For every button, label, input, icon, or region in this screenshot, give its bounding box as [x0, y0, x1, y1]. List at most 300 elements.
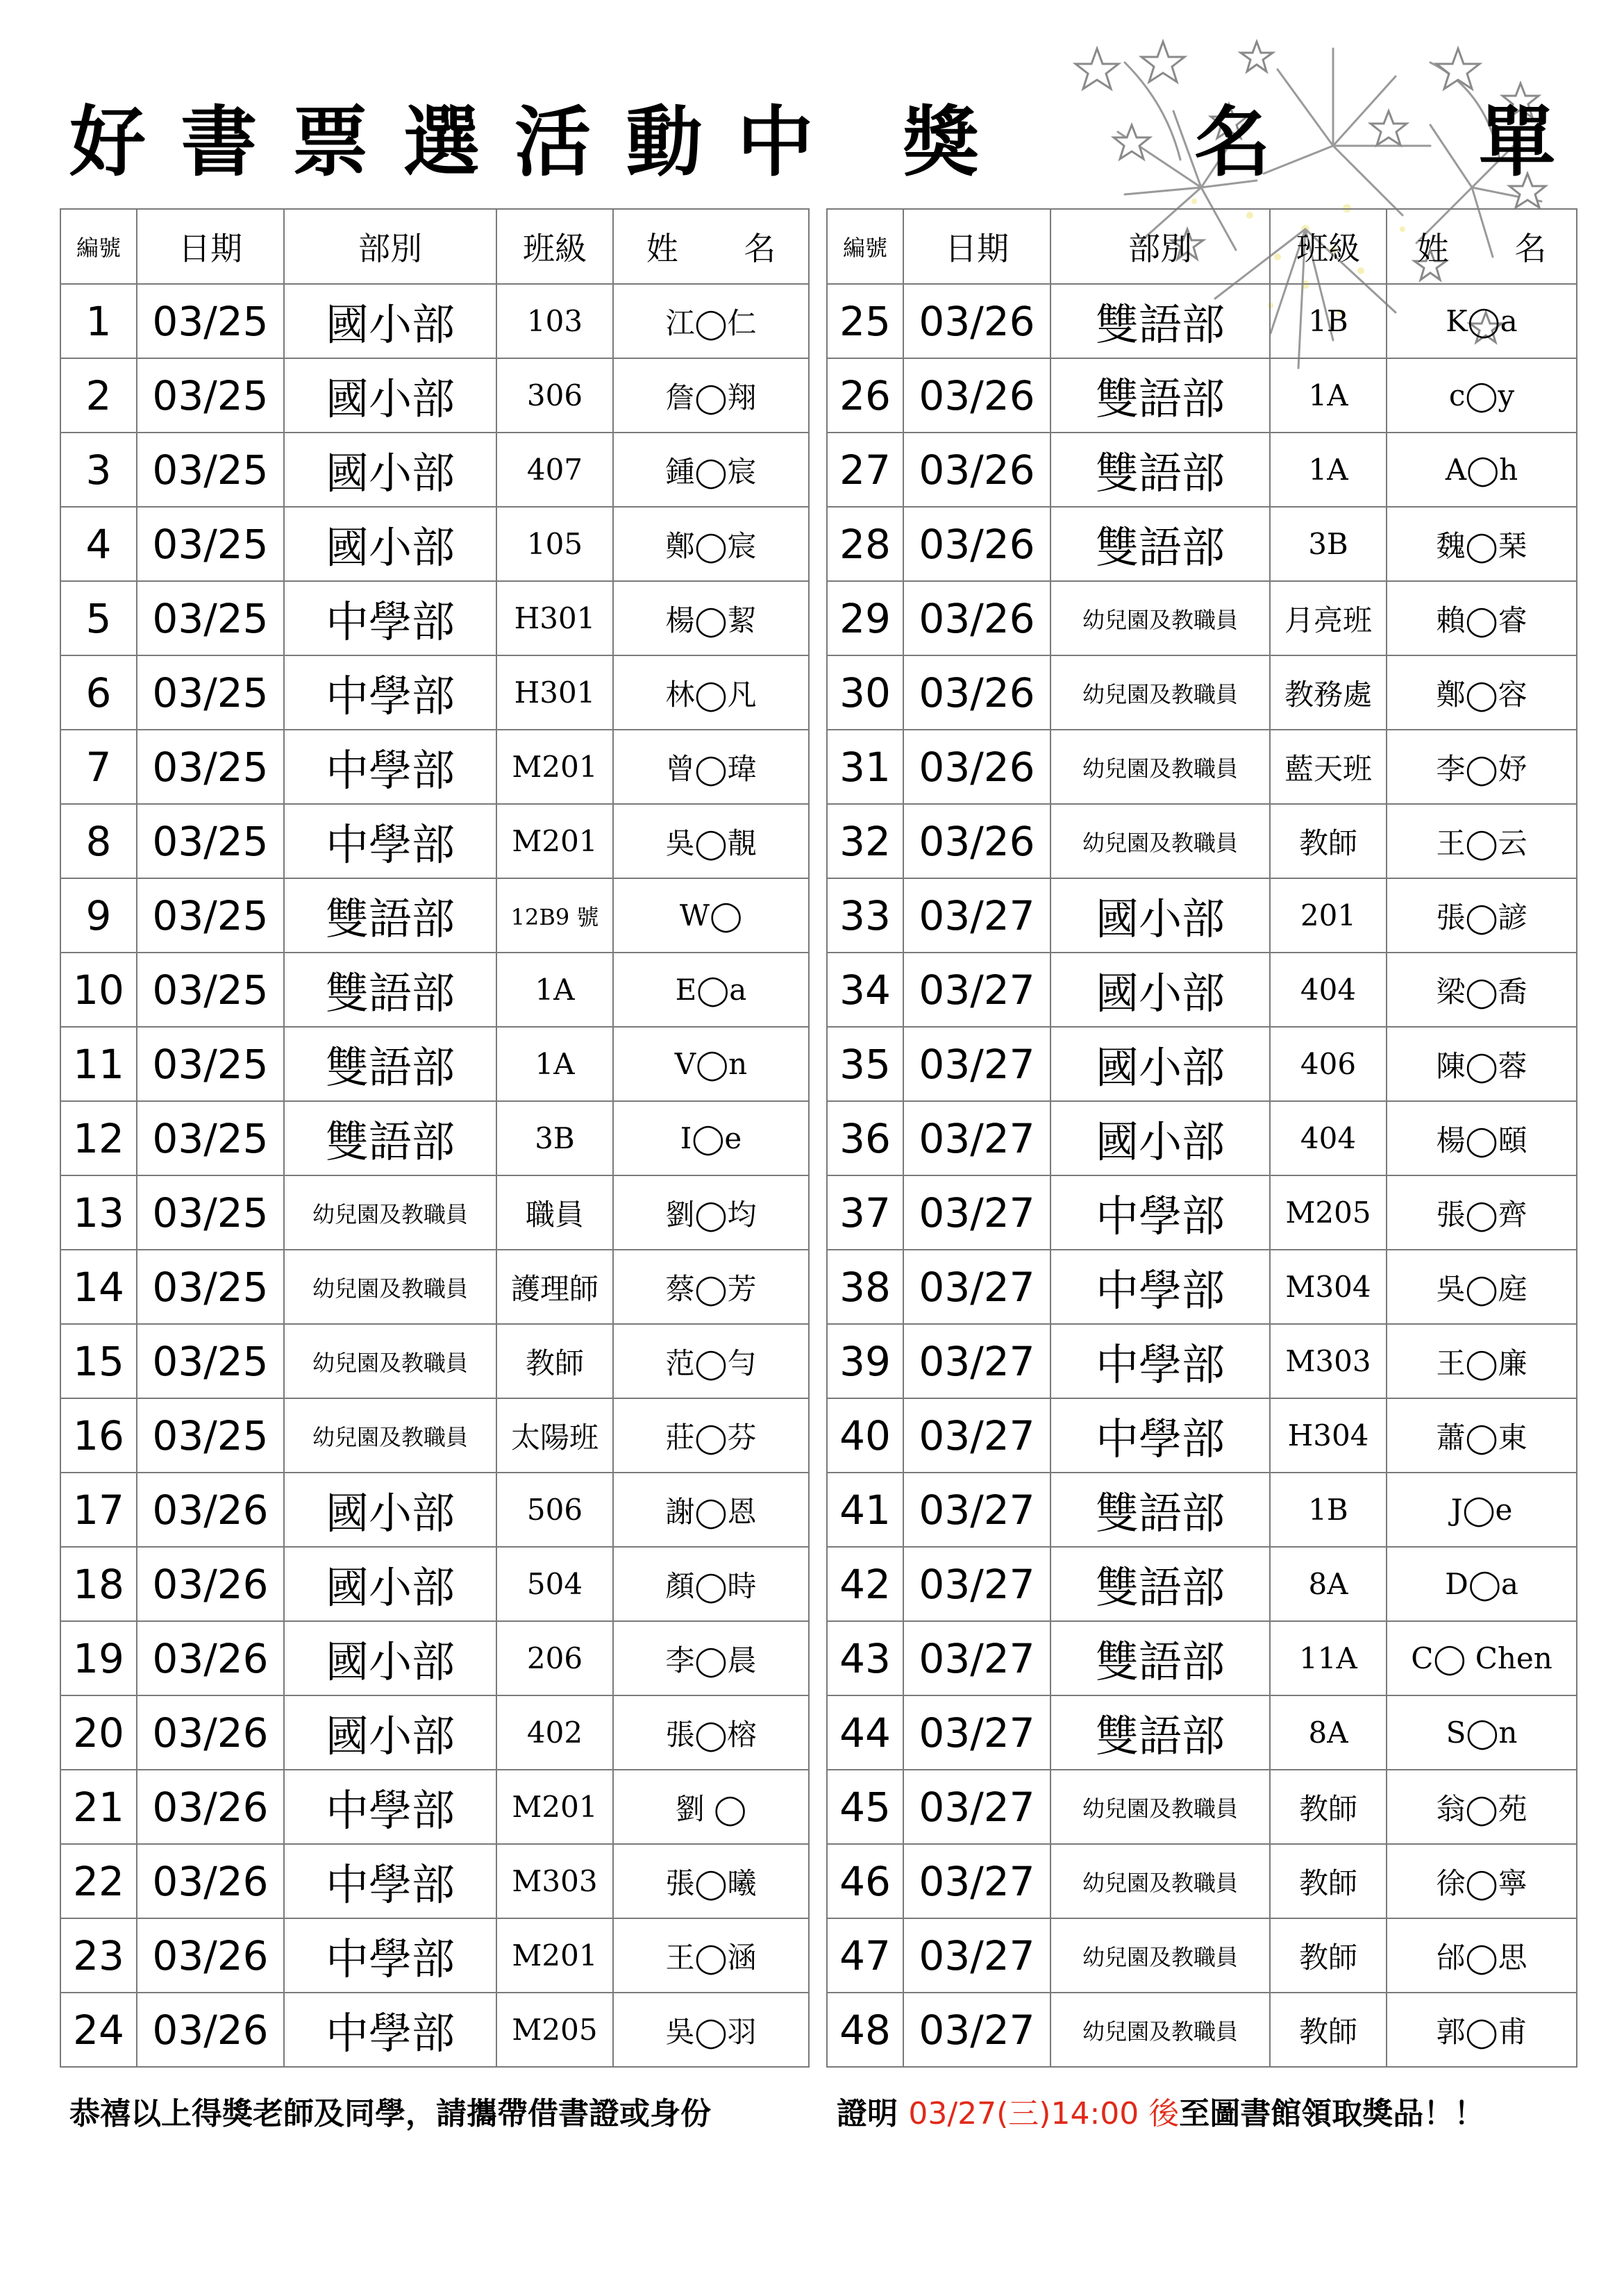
cell-dept: 國小部: [1050, 953, 1270, 1027]
cell-dept: 幼兒園及教職員: [284, 1250, 496, 1324]
cell-no: 38: [827, 1250, 903, 1324]
cell-date: 03/25: [137, 1027, 284, 1101]
cell-class: H301: [496, 655, 613, 730]
table-row: [60, 1101, 809, 1175]
cell-no: 23: [60, 1918, 137, 1993]
cell-date: 03/25: [137, 581, 284, 655]
cell-class: 教務處: [1270, 655, 1387, 730]
cell-no: 32: [827, 804, 903, 878]
header-date: 日期: [137, 209, 284, 284]
cell-class: 504: [496, 1547, 613, 1621]
cell-no: 26: [827, 358, 903, 433]
cell-class: 105: [496, 507, 613, 581]
table-row: [60, 1175, 809, 1250]
title-char-name: 名: [1194, 98, 1275, 187]
cell-class: 402: [496, 1695, 613, 1770]
cell-class: 404: [1270, 953, 1387, 1027]
cell-class: 護理師: [496, 1250, 613, 1324]
table-row: [60, 1844, 809, 1918]
cell-no: 41: [827, 1473, 903, 1547]
cell-dept: 國小部: [1050, 878, 1270, 953]
cell-class: 12B9 號: [496, 878, 613, 953]
cell-name: 張◯曦: [613, 1844, 809, 1918]
table-row: [827, 1101, 1577, 1175]
table-row: [827, 1398, 1577, 1473]
cell-no: 9: [60, 878, 137, 953]
footer-highlight-date: 03/27(三)14:00 後: [908, 2096, 1180, 2131]
table-row: [827, 507, 1577, 581]
cell-date: 03/26: [137, 1473, 284, 1547]
cell-no: 15: [60, 1324, 137, 1398]
table-row: [60, 1547, 809, 1621]
cell-no: 45: [827, 1770, 903, 1844]
cell-no: 29: [827, 581, 903, 655]
table-row: [827, 1473, 1577, 1547]
table-row: [827, 804, 1577, 878]
cell-name: 陳◯蓉: [1387, 1027, 1577, 1101]
table-row: [60, 655, 809, 730]
cell-dept: 國小部: [284, 1547, 496, 1621]
cell-class: 1B: [1270, 284, 1387, 358]
cell-dept: 幼兒園及教職員: [1050, 1844, 1270, 1918]
cell-class: 月亮班: [1270, 581, 1387, 655]
table-row: [827, 1621, 1577, 1695]
cell-name: D◯a: [1387, 1547, 1577, 1621]
table-row: [827, 953, 1577, 1027]
cell-date: 03/25: [137, 1175, 284, 1250]
cell-no: 33: [827, 878, 903, 953]
header-date: 日期: [903, 209, 1050, 284]
cell-date: 03/27: [903, 1101, 1050, 1175]
cell-class: 職員: [496, 1175, 613, 1250]
cell-name: 翁◯苑: [1387, 1770, 1577, 1844]
title-main: 好 書 票 選 活 動 中: [69, 98, 818, 187]
cell-dept: 中學部: [284, 1993, 496, 2067]
cell-dept: 幼兒園及教職員: [1050, 655, 1270, 730]
cell-date: 03/26: [137, 1695, 284, 1770]
table-row: [827, 1027, 1577, 1101]
cell-class: 8A: [1270, 1695, 1387, 1770]
cell-date: 03/27: [903, 1918, 1050, 1993]
table-header-row: [827, 209, 1577, 284]
cell-name: c◯y: [1387, 358, 1577, 433]
cell-no: 40: [827, 1398, 903, 1473]
header-class: 班級: [496, 209, 613, 284]
cell-name: 張◯齊: [1387, 1175, 1577, 1250]
winners-table-left: [60, 208, 810, 2068]
cell-name: 楊◯絜: [613, 581, 809, 655]
cell-name: A◯h: [1387, 433, 1577, 507]
cell-no: 22: [60, 1844, 137, 1918]
table-row: [60, 1918, 809, 1993]
cell-name: W◯: [613, 878, 809, 953]
table-row: [60, 1324, 809, 1398]
table-row: [60, 358, 809, 433]
cell-date: 03/25: [137, 655, 284, 730]
cell-no: 5: [60, 581, 137, 655]
cell-dept: 幼兒園及教職員: [284, 1175, 496, 1250]
cell-dept: 雙語部: [1050, 1695, 1270, 1770]
cell-no: 48: [827, 1993, 903, 2067]
table-row: [827, 1993, 1577, 2067]
table-row: [827, 433, 1577, 507]
table-row: [60, 581, 809, 655]
cell-class: 1A: [496, 953, 613, 1027]
table-row: [60, 1027, 809, 1101]
cell-name: 賴◯睿: [1387, 581, 1577, 655]
cell-date: 03/25: [137, 878, 284, 953]
cell-no: 27: [827, 433, 903, 507]
cell-class: M201: [496, 730, 613, 804]
cell-dept: 雙語部: [284, 1027, 496, 1101]
cell-dept: 幼兒園及教職員: [1050, 730, 1270, 804]
cell-date: 03/26: [903, 284, 1050, 358]
header-no: 編號: [827, 209, 903, 284]
cell-name: 邰◯思: [1387, 1918, 1577, 1993]
cell-dept: 雙語部: [1050, 507, 1270, 581]
cell-no: 42: [827, 1547, 903, 1621]
cell-no: 46: [827, 1844, 903, 1918]
cell-no: 11: [60, 1027, 137, 1101]
cell-name: 李◯妤: [1387, 730, 1577, 804]
cell-no: 10: [60, 953, 137, 1027]
cell-no: 20: [60, 1695, 137, 1770]
cell-class: 406: [1270, 1027, 1387, 1101]
cell-date: 03/27: [903, 1993, 1050, 2067]
cell-name: K◯a: [1387, 284, 1577, 358]
header-dept: 部別: [284, 209, 496, 284]
cell-name: 楊◯頤: [1387, 1101, 1577, 1175]
cell-no: 21: [60, 1770, 137, 1844]
cell-no: 2: [60, 358, 137, 433]
cell-class: 教師: [1270, 804, 1387, 878]
cell-date: 03/26: [903, 358, 1050, 433]
cell-dept: 幼兒園及教職員: [1050, 1770, 1270, 1844]
cell-no: 3: [60, 433, 137, 507]
cell-no: 37: [827, 1175, 903, 1250]
cell-class: 201: [1270, 878, 1387, 953]
cell-dept: 國小部: [284, 358, 496, 433]
cell-class: M205: [1270, 1175, 1387, 1250]
cell-date: 03/27: [903, 1175, 1050, 1250]
cell-dept: 國小部: [284, 433, 496, 507]
table-row: [827, 1547, 1577, 1621]
table-row: [827, 1918, 1577, 1993]
header-no: 編號: [60, 209, 137, 284]
cell-name: C◯ Chen: [1387, 1621, 1577, 1695]
winners-table-right: [826, 208, 1577, 2068]
table-row: [60, 1398, 809, 1473]
cell-class: 506: [496, 1473, 613, 1547]
cell-date: 03/25: [137, 358, 284, 433]
cell-name: 莊◯芬: [613, 1398, 809, 1473]
table-row: [827, 358, 1577, 433]
cell-name: 劉◯均: [613, 1175, 809, 1250]
cell-name: 詹◯翔: [613, 358, 809, 433]
table-row: [60, 878, 809, 953]
cell-dept: 中學部: [284, 1918, 496, 1993]
cell-date: 03/27: [903, 878, 1050, 953]
cell-date: 03/25: [137, 804, 284, 878]
cell-name: 梁◯喬: [1387, 953, 1577, 1027]
table-row: [827, 655, 1577, 730]
cell-name: 李◯晨: [613, 1621, 809, 1695]
cell-dept: 國小部: [284, 1621, 496, 1695]
cell-no: 1: [60, 284, 137, 358]
cell-dept: 中學部: [1050, 1324, 1270, 1398]
cell-date: 03/25: [137, 507, 284, 581]
table-row: [827, 284, 1577, 358]
cell-dept: 國小部: [1050, 1101, 1270, 1175]
table-row: [827, 1695, 1577, 1770]
cell-class: 教師: [1270, 1993, 1387, 2067]
cell-name: I◯e: [613, 1101, 809, 1175]
cell-date: 03/26: [903, 507, 1050, 581]
footer-line-b: [837, 2086, 1484, 2142]
cell-class: 404: [1270, 1101, 1387, 1175]
cell-no: 28: [827, 507, 903, 581]
cell-class: 教師: [1270, 1844, 1387, 1918]
cell-date: 03/27: [903, 1398, 1050, 1473]
cell-class: M201: [496, 1770, 613, 1844]
header-dept: 部別: [1050, 209, 1270, 284]
cell-dept: 中學部: [284, 1844, 496, 1918]
cell-no: 12: [60, 1101, 137, 1175]
table-row: [827, 1175, 1577, 1250]
cell-name: 吳◯羽: [613, 1993, 809, 2067]
cell-no: 30: [827, 655, 903, 730]
cell-class: 3B: [496, 1101, 613, 1175]
cell-class: 教師: [496, 1324, 613, 1398]
cell-no: 25: [827, 284, 903, 358]
cell-class: M304: [1270, 1250, 1387, 1324]
cell-dept: 中學部: [284, 804, 496, 878]
cell-class: 1A: [1270, 433, 1387, 507]
cell-class: H301: [496, 581, 613, 655]
table-row: [827, 1324, 1577, 1398]
cell-class: 藍天班: [1270, 730, 1387, 804]
cell-no: 19: [60, 1621, 137, 1695]
cell-name: 張◯榕: [613, 1695, 809, 1770]
cell-class: M201: [496, 1918, 613, 1993]
cell-name: 顏◯時: [613, 1547, 809, 1621]
cell-date: 03/25: [137, 1398, 284, 1473]
cell-name: 徐◯寧: [1387, 1844, 1577, 1918]
cell-no: 44: [827, 1695, 903, 1770]
cell-dept: 國小部: [284, 1695, 496, 1770]
cell-class: 3B: [1270, 507, 1387, 581]
cell-name: 鄭◯宸: [613, 507, 809, 581]
cell-class: 407: [496, 433, 613, 507]
cell-dept: 幼兒園及教職員: [1050, 1918, 1270, 1993]
cell-class: H304: [1270, 1398, 1387, 1473]
cell-date: 03/27: [903, 1695, 1050, 1770]
cell-name: 蕭◯東: [1387, 1398, 1577, 1473]
footer-text-a: 恭禧以上得獎老師及同學，請攜帶借書證或身份: [69, 2096, 711, 2131]
cell-date: 03/26: [903, 655, 1050, 730]
cell-name: 蔡◯芳: [613, 1250, 809, 1324]
table-row: [60, 1621, 809, 1695]
cell-date: 03/26: [137, 1547, 284, 1621]
cell-no: 39: [827, 1324, 903, 1398]
footer-text-b: 證明: [837, 2096, 898, 2131]
cell-dept: 國小部: [284, 1473, 496, 1547]
table-row: [60, 507, 809, 581]
cell-dept: 國小部: [284, 507, 496, 581]
table-header-row: [60, 209, 809, 284]
title-char-list: 單: [1479, 98, 1559, 187]
cell-class: 1A: [1270, 358, 1387, 433]
cell-name: 鍾◯宸: [613, 433, 809, 507]
cell-class: M201: [496, 804, 613, 878]
cell-date: 03/26: [903, 581, 1050, 655]
cell-no: 36: [827, 1101, 903, 1175]
cell-date: 03/27: [903, 1324, 1050, 1398]
table-row: [827, 1770, 1577, 1844]
cell-class: 太陽班: [496, 1398, 613, 1473]
cell-date: 03/25: [137, 1250, 284, 1324]
cell-date: 03/26: [903, 804, 1050, 878]
cell-name: 鄭◯容: [1387, 655, 1577, 730]
page-title: [69, 90, 1562, 194]
cell-name: 曾◯瑋: [613, 730, 809, 804]
cell-dept: 幼兒園及教職員: [1050, 1993, 1270, 2067]
cell-dept: 幼兒園及教職員: [1050, 581, 1270, 655]
table-row: [60, 433, 809, 507]
cell-date: 03/25: [137, 433, 284, 507]
cell-no: 17: [60, 1473, 137, 1547]
cell-class: 教師: [1270, 1918, 1387, 1993]
table-row: [60, 284, 809, 358]
cell-date: 03/27: [903, 1473, 1050, 1547]
cell-dept: 雙語部: [1050, 284, 1270, 358]
table-row: [827, 1844, 1577, 1918]
cell-dept: 幼兒園及教職員: [1050, 804, 1270, 878]
header-name: 姓 名: [1387, 209, 1577, 284]
cell-date: 03/26: [903, 730, 1050, 804]
footer-text-c: 至圖書館領取獎品！！: [1179, 2096, 1485, 2131]
table-row: [827, 730, 1577, 804]
cell-no: 16: [60, 1398, 137, 1473]
cell-class: M303: [1270, 1324, 1387, 1398]
cell-dept: 國小部: [1050, 1027, 1270, 1101]
cell-dept: 雙語部: [284, 953, 496, 1027]
cell-no: 8: [60, 804, 137, 878]
cell-date: 03/26: [137, 1918, 284, 1993]
cell-class: M303: [496, 1844, 613, 1918]
cell-name: 江◯仁: [613, 284, 809, 358]
table-row: [827, 878, 1577, 953]
cell-dept: 雙語部: [1050, 433, 1270, 507]
cell-name: 張◯諺: [1387, 878, 1577, 953]
table-row: [60, 1770, 809, 1844]
table-row: [60, 804, 809, 878]
cell-no: 4: [60, 507, 137, 581]
cell-dept: 雙語部: [284, 1101, 496, 1175]
cell-name: 郭◯甫: [1387, 1993, 1577, 2067]
cell-name: J◯e: [1387, 1473, 1577, 1547]
footer-notice: [69, 2086, 1597, 2142]
cell-dept: 幼兒園及教職員: [284, 1398, 496, 1473]
cell-class: 1B: [1270, 1473, 1387, 1547]
cell-date: 03/25: [137, 284, 284, 358]
cell-no: 34: [827, 953, 903, 1027]
table-row: [827, 581, 1577, 655]
header-class: 班級: [1270, 209, 1387, 284]
cell-no: 14: [60, 1250, 137, 1324]
cell-class: 103: [496, 284, 613, 358]
cell-class: 206: [496, 1621, 613, 1695]
table-row: [60, 1993, 809, 2067]
cell-name: 王◯涵: [613, 1918, 809, 1993]
cell-class: 教師: [1270, 1770, 1387, 1844]
title-char-award: 獎: [903, 98, 983, 187]
cell-name: 王◯廉: [1387, 1324, 1577, 1398]
cell-date: 03/25: [137, 953, 284, 1027]
cell-class: 8A: [1270, 1547, 1387, 1621]
cell-date: 03/27: [903, 1250, 1050, 1324]
cell-no: 35: [827, 1027, 903, 1101]
table-row: [60, 730, 809, 804]
cell-date: 03/27: [903, 1844, 1050, 1918]
cell-class: 1A: [496, 1027, 613, 1101]
cell-class: 11A: [1270, 1621, 1387, 1695]
table-row: [60, 953, 809, 1027]
cell-dept: 中學部: [284, 655, 496, 730]
cell-dept: 雙語部: [284, 878, 496, 953]
cell-name: 吳◯靚: [613, 804, 809, 878]
cell-dept: 雙語部: [1050, 1621, 1270, 1695]
cell-dept: 中學部: [1050, 1398, 1270, 1473]
cell-date: 03/26: [137, 1770, 284, 1844]
header-name: 姓 名: [613, 209, 809, 284]
cell-dept: 中學部: [1050, 1250, 1270, 1324]
cell-class: M205: [496, 1993, 613, 2067]
cell-date: 03/27: [903, 1547, 1050, 1621]
cell-date: 03/25: [137, 1324, 284, 1398]
cell-no: 18: [60, 1547, 137, 1621]
cell-name: 謝◯恩: [613, 1473, 809, 1547]
cell-date: 03/27: [903, 953, 1050, 1027]
cell-dept: 雙語部: [1050, 1473, 1270, 1547]
cell-no: 7: [60, 730, 137, 804]
cell-date: 03/26: [137, 1621, 284, 1695]
table-row: [60, 1250, 809, 1324]
cell-date: 03/27: [903, 1770, 1050, 1844]
cell-dept: 中學部: [284, 1770, 496, 1844]
cell-date: 03/26: [137, 1993, 284, 2067]
cell-date: 03/27: [903, 1027, 1050, 1101]
cell-dept: 幼兒園及教職員: [284, 1324, 496, 1398]
cell-dept: 中學部: [284, 730, 496, 804]
cell-no: 43: [827, 1621, 903, 1695]
cell-name: 林◯凡: [613, 655, 809, 730]
cell-date: 03/26: [137, 1844, 284, 1918]
cell-dept: 中學部: [1050, 1175, 1270, 1250]
cell-dept: 中學部: [284, 581, 496, 655]
cell-name: 范◯勻: [613, 1324, 809, 1398]
cell-dept: 雙語部: [1050, 358, 1270, 433]
cell-name: V◯n: [613, 1027, 809, 1101]
cell-dept: 雙語部: [1050, 1547, 1270, 1621]
table-row: [827, 1250, 1577, 1324]
cell-date: 03/25: [137, 730, 284, 804]
cell-name: 劉 ◯: [613, 1770, 809, 1844]
cell-no: 6: [60, 655, 137, 730]
cell-name: 吳◯庭: [1387, 1250, 1577, 1324]
cell-name: E◯a: [613, 953, 809, 1027]
table-row: [60, 1473, 809, 1547]
